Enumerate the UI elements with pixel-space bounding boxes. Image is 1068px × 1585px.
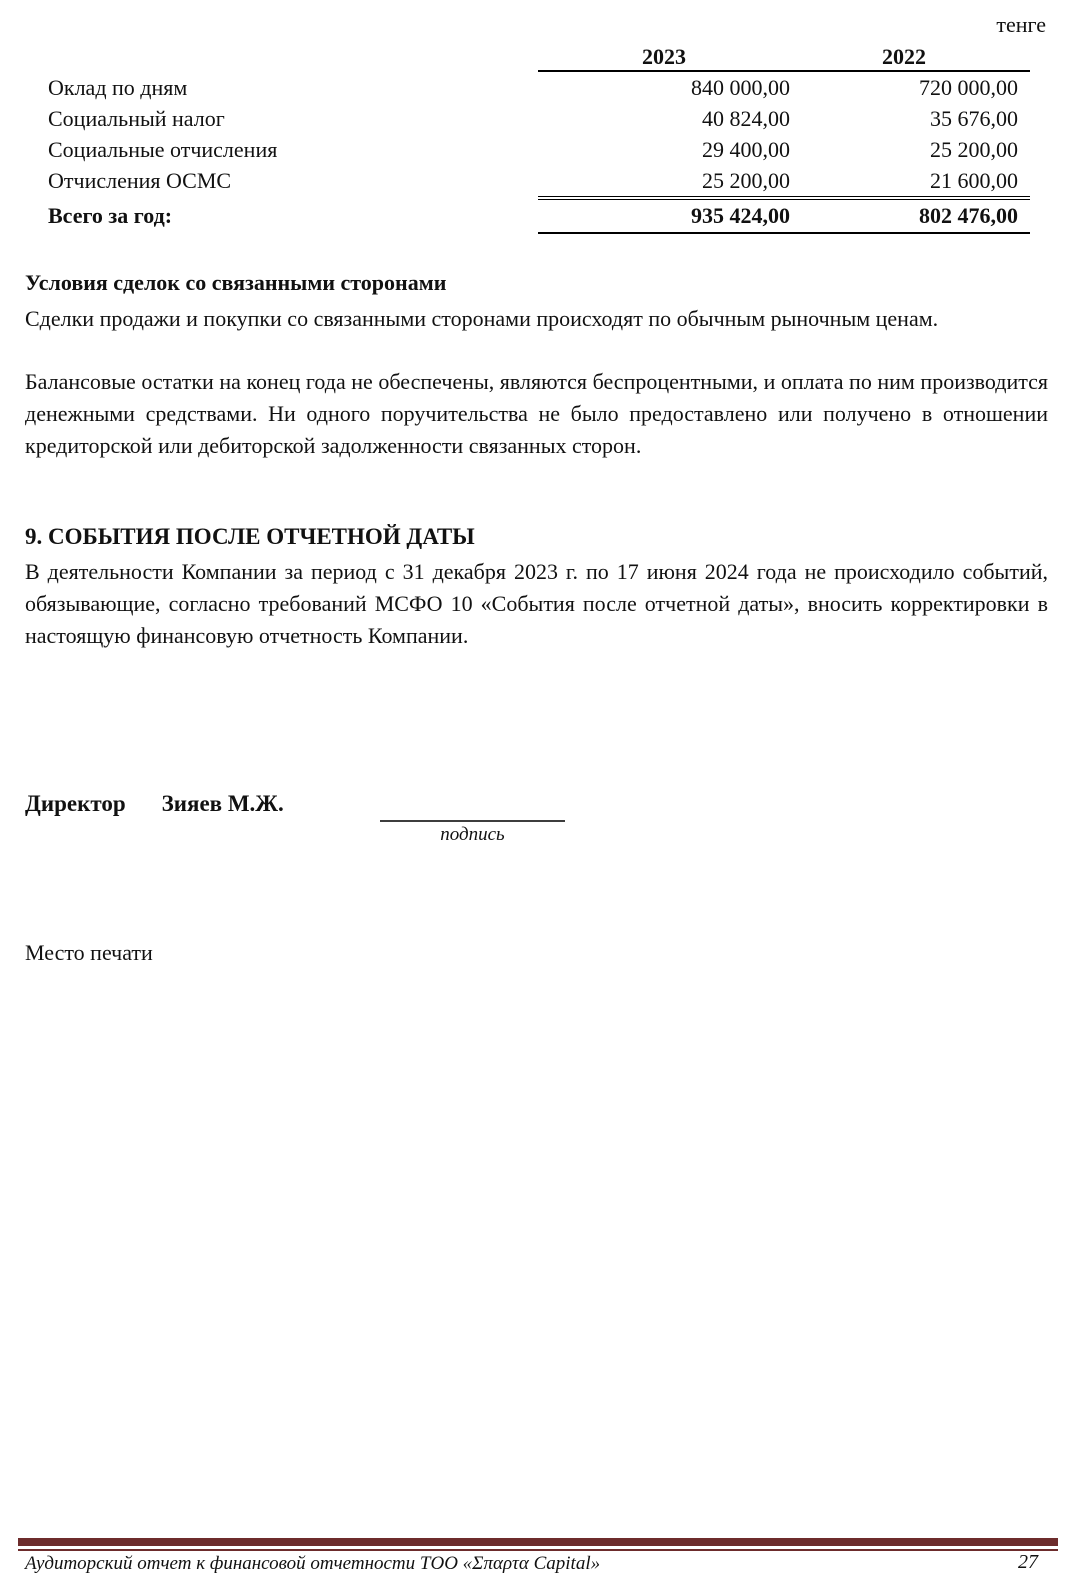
payroll-table — [48, 44, 1030, 232]
row-values — [538, 134, 1030, 165]
table-row — [48, 134, 1030, 165]
director-signature-line — [25, 791, 284, 817]
events-after-date-heading: 9. СОБЫТИЯ ПОСЛЕ ОТЧЕТНОЙ ДАТЫ — [25, 524, 475, 549]
total-label: Всего за год: — [48, 203, 173, 228]
signature-caption: подпись — [440, 824, 505, 845]
table-row — [48, 72, 1030, 103]
column-header-2023: 2023 — [642, 44, 686, 69]
director-name: Зияев М.Ж. — [161, 791, 284, 816]
related-parties-paragraph-2: Балансовые остатки на конец года не обеспечены, являются беспроцентными, и оплата по ним производится денежными средствами. Ни одного поручительства не было предоставлено или получено в отношении кредиторской или дебиторской задолженности связанных сторон. — [25, 369, 1048, 458]
value-2023: 25 200,00 — [702, 168, 790, 193]
related-parties-heading: Условия сделок со связанными сторонами — [25, 270, 447, 295]
value-2023: 40 824,00 — [702, 106, 790, 131]
page-number: 27 — [1018, 1551, 1038, 1573]
signature-rule — [380, 796, 565, 822]
value-2022: 720 000,00 — [919, 75, 1018, 100]
row-values — [538, 165, 1030, 196]
row-label: Оклад по дням — [48, 75, 188, 100]
footer-rule-thick — [18, 1538, 1058, 1546]
total-2023: 935 424,00 — [691, 203, 790, 228]
director-title: Директор — [25, 791, 126, 816]
value-2022: 21 600,00 — [930, 168, 1018, 193]
events-after-date-paragraph: В деятельности Компании за период с 31 декабря 2023 г. по 17 июня 2024 года не происходило событий, обязывающие, согласно требований МСФО 10 «События после отчетной даты», вносить корректировки в настоящую финансовую отчетность Компании. — [25, 559, 1048, 648]
related-parties-paragraph-1: Сделки продажи и покупки со связанными сторонами происходят по обычным рыночным ценам. — [25, 306, 939, 331]
row-label: Социальные отчисления — [48, 137, 278, 162]
stamp-placeholder: Место печати — [25, 940, 153, 965]
total-2022: 802 476,00 — [919, 203, 1018, 228]
table-header-years — [538, 44, 1030, 72]
table-total-row — [48, 196, 1030, 232]
footer-rule-thin — [18, 1549, 1058, 1551]
value-2022: 35 676,00 — [930, 106, 1018, 131]
column-header-2022: 2022 — [882, 44, 926, 69]
row-label: Социальный налог — [48, 106, 225, 131]
row-values — [538, 103, 1030, 134]
value-2023: 840 000,00 — [691, 75, 790, 100]
table-header-row — [48, 44, 1030, 72]
table-row — [48, 103, 1030, 134]
row-values — [538, 72, 1030, 103]
value-2023: 29 400,00 — [702, 137, 790, 162]
total-values — [538, 196, 1030, 234]
value-2022: 25 200,00 — [930, 137, 1018, 162]
footer-report-title: Аудиторский отчет к финансовой отчетности ТОО «Σπαρτα Capital» — [25, 1553, 601, 1574]
row-label: Отчисления ОСМС — [48, 168, 232, 193]
table-row — [48, 165, 1030, 196]
currency-note: тенге — [996, 12, 1046, 37]
